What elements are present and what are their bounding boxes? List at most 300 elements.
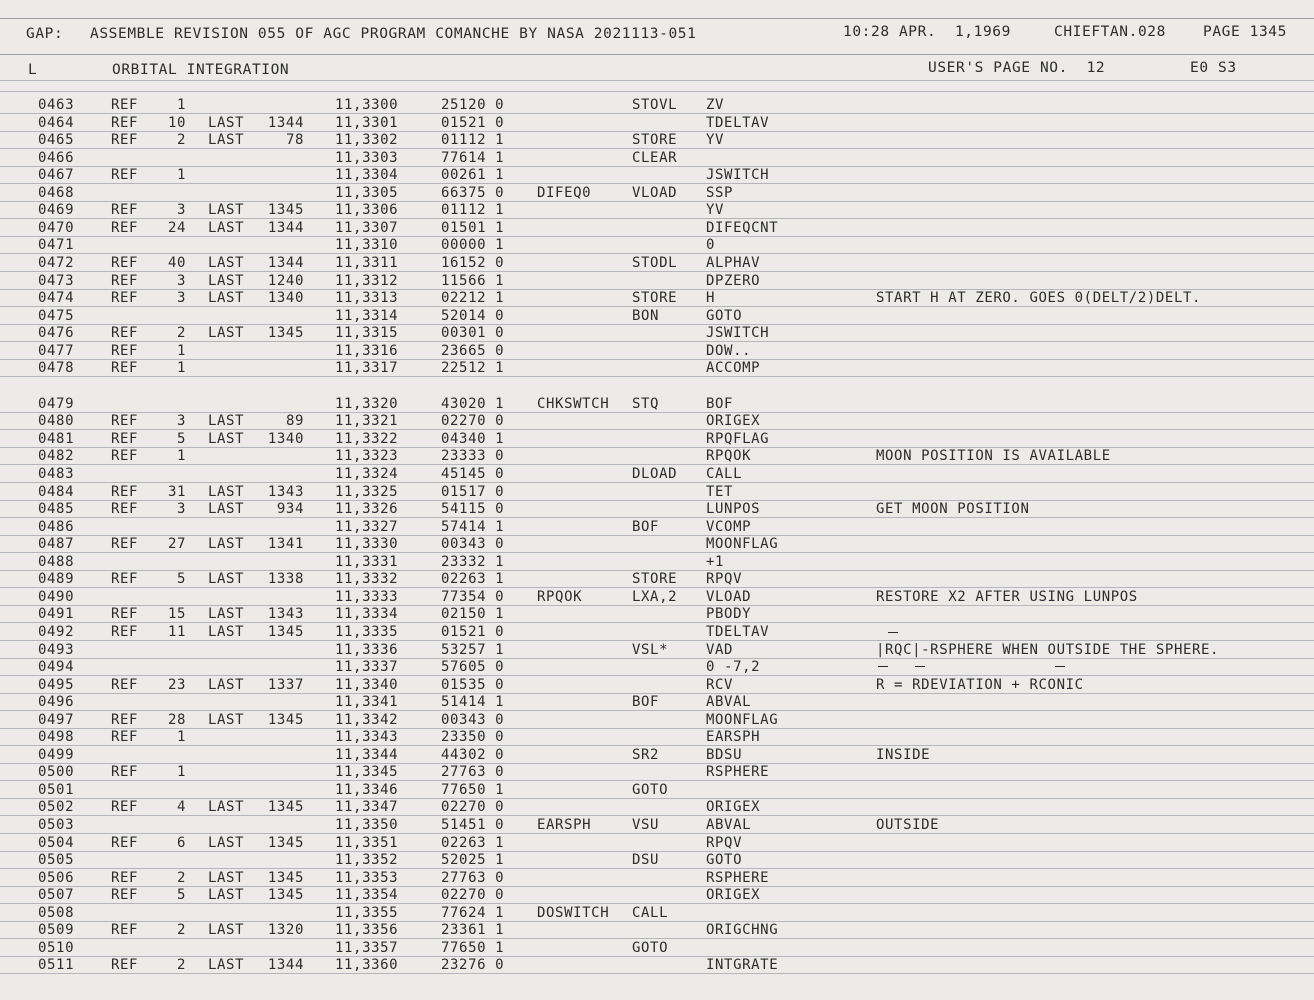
operand: EARSPH: [706, 729, 761, 746]
comment: RESTORE X2 AFTER USING LUNPOS: [876, 588, 1138, 605]
ref-label: REF: [111, 606, 139, 623]
comment: OUTSIDE: [876, 817, 940, 833]
operand: CALL: [706, 466, 743, 482]
last-label: LAST: [208, 272, 245, 289]
ref-count: 1: [176, 342, 186, 359]
operand: ACCOMP: [706, 360, 761, 377]
last-page: 1340: [267, 430, 304, 447]
address: 11,3300: [335, 97, 399, 113]
source-file: CHIEFTAN.028: [1054, 24, 1166, 40]
ref-label: REF: [111, 834, 139, 851]
octal-word: 01521 0: [441, 623, 505, 640]
operand: DOW..: [706, 342, 752, 359]
column-l-label: L: [28, 62, 38, 78]
octal-word: 02270 0: [441, 413, 505, 430]
operand: INTGRATE: [706, 957, 779, 974]
paper-rule: [0, 80, 1314, 81]
ref-count: 5: [176, 430, 186, 447]
octal-word: 23276 0: [441, 957, 505, 974]
paper-rule: [0, 324, 1314, 325]
last-label: LAST: [208, 571, 245, 588]
operand: YV: [706, 132, 725, 149]
line-number: 0486: [38, 518, 75, 535]
address: 11,3321: [335, 413, 399, 430]
operand: ABVAL: [706, 817, 752, 833]
ref-label: REF: [111, 729, 139, 746]
address: 11,3320: [335, 395, 399, 412]
address: 11,3303: [335, 149, 399, 166]
octal-word: 51451 0: [441, 817, 505, 833]
paper-rule: [0, 253, 1314, 254]
last-page: 1340: [267, 290, 304, 307]
line-number: 0468: [38, 184, 75, 201]
line-number: 0506: [38, 869, 75, 886]
address: 11,3352: [335, 852, 399, 869]
opcode: DLOAD: [632, 466, 678, 482]
address: 11,3322: [335, 430, 399, 447]
address: 11,3317: [335, 360, 399, 377]
address: 11,3316: [335, 342, 399, 359]
address: 11,3304: [335, 167, 399, 184]
last-label: LAST: [208, 202, 245, 219]
ref-label: REF: [111, 342, 139, 359]
opcode: CLEAR: [632, 149, 678, 166]
ref-count: 10: [167, 114, 186, 131]
user-page-number: USER'S PAGE NO. 12: [928, 60, 1106, 76]
opcode: LXA,2: [632, 588, 678, 605]
operand: RSPHERE: [706, 869, 770, 886]
line-number: 0511: [38, 957, 75, 974]
last-page: 1344: [267, 254, 304, 271]
symbol-label: DIFEQ0: [537, 184, 592, 201]
address: 11,3342: [335, 711, 399, 728]
operand: ORIGEX: [706, 413, 761, 430]
octal-word: 53257 1: [441, 641, 505, 658]
comment: START H AT ZERO. GOES 0(DELT/2)DELT.: [876, 290, 1202, 307]
octal-word: 00343 0: [441, 711, 505, 728]
last-label: LAST: [208, 290, 245, 307]
paper-rule: [0, 500, 1314, 501]
paper-rule: [0, 183, 1314, 184]
line-number: 0497: [38, 711, 75, 728]
address: 11,3302: [335, 132, 399, 149]
address: 11,3315: [335, 325, 399, 342]
last-label: LAST: [208, 922, 245, 939]
last-page: 1344: [267, 219, 304, 236]
gap-label: GAP:: [26, 26, 64, 42]
ref-count: 5: [176, 887, 186, 904]
octal-word: 23350 0: [441, 729, 505, 746]
octal-word: 44302 0: [441, 746, 505, 763]
last-label: LAST: [208, 711, 245, 728]
line-number: 0473: [38, 272, 75, 289]
paper-rule: [0, 517, 1314, 518]
last-page: 1345: [267, 325, 304, 342]
octal-word: 57605 0: [441, 659, 505, 676]
octal-word: 25120 0: [441, 97, 505, 113]
address: 11,3305: [335, 184, 399, 201]
opcode: GOTO: [632, 781, 669, 798]
line-number: 0485: [38, 501, 75, 518]
line-number: 0495: [38, 676, 75, 693]
ref-label: REF: [111, 272, 139, 289]
octal-word: 01521 0: [441, 114, 505, 131]
operand: DPZERO: [706, 272, 761, 289]
operand: BOF: [706, 395, 734, 412]
ref-count: 27: [167, 536, 186, 553]
octal-word: 77650 1: [441, 939, 505, 956]
line-number: 0493: [38, 641, 75, 658]
paper-rule: [0, 622, 1314, 623]
paper-rule: [0, 921, 1314, 922]
ref-label: REF: [111, 325, 139, 342]
ref-count: 3: [176, 202, 186, 219]
last-page: 934: [276, 501, 304, 518]
last-label: LAST: [208, 799, 245, 816]
ref-label: REF: [111, 114, 139, 131]
operand: VCOMP: [706, 518, 752, 535]
last-page: 1341: [267, 536, 304, 553]
operand: ORIGEX: [706, 799, 761, 816]
address: 11,3351: [335, 834, 399, 851]
operand: SSP: [706, 184, 734, 201]
ref-count: 5: [176, 571, 186, 588]
address: 11,3337: [335, 659, 399, 676]
line-number: 0509: [38, 922, 75, 939]
octal-word: 02263 1: [441, 571, 505, 588]
paper-rule: [0, 710, 1314, 711]
last-label: LAST: [208, 430, 245, 447]
operand: 0: [706, 237, 716, 254]
address: 11,3334: [335, 606, 399, 623]
page-number: PAGE 1345: [1203, 24, 1287, 40]
address: 11,3323: [335, 448, 399, 465]
line-number: 0487: [38, 536, 75, 553]
paper-rule: [0, 54, 1314, 55]
ref-count: 3: [176, 272, 186, 289]
line-number: 0472: [38, 254, 75, 271]
octal-word: 11566 1: [441, 272, 505, 289]
last-page: 1345: [267, 887, 304, 904]
operand: ORIGEX: [706, 887, 761, 904]
ref-label: REF: [111, 799, 139, 816]
operand: 0 -7,2: [706, 659, 761, 676]
last-page: 1345: [267, 869, 304, 886]
line-number: 0496: [38, 694, 75, 711]
address: 11,3344: [335, 746, 399, 763]
paper-rule: [0, 658, 1314, 659]
octal-word: 23665 0: [441, 342, 505, 359]
paper-rule: [0, 271, 1314, 272]
last-page: 1344: [267, 114, 304, 131]
page-code: E0 S3: [1190, 60, 1237, 76]
ref-label: REF: [111, 676, 139, 693]
operand: RPQFLAG: [706, 430, 770, 447]
print-mark: [878, 666, 888, 667]
paper-rule: [0, 903, 1314, 904]
ref-label: REF: [111, 764, 139, 781]
operand: MOONFLAG: [706, 536, 779, 553]
comment: GET MOON POSITION: [876, 501, 1030, 518]
opcode: STORE: [632, 571, 678, 588]
line-number: 0505: [38, 852, 75, 869]
ref-label: REF: [111, 623, 139, 640]
last-label: LAST: [208, 676, 245, 693]
line-number: 0474: [38, 290, 75, 307]
assembly-title: ASSEMBLE REVISION 055 OF AGC PROGRAM COMANCHE BY NASA 2021113-051: [90, 26, 697, 42]
last-label: LAST: [208, 623, 245, 640]
octal-word: 23361 1: [441, 922, 505, 939]
last-label: LAST: [208, 887, 245, 904]
line-number: 0483: [38, 466, 75, 482]
address: 11,3356: [335, 922, 399, 939]
ref-count: 1: [176, 97, 186, 113]
octal-word: 66375 0: [441, 184, 505, 201]
paper-rule: [0, 429, 1314, 430]
address: 11,3330: [335, 536, 399, 553]
octal-word: 27763 0: [441, 869, 505, 886]
ref-count: 2: [176, 922, 186, 939]
line-number: 0502: [38, 799, 75, 816]
opcode: VSU: [632, 817, 660, 833]
last-page: 1337: [267, 676, 304, 693]
paper-rule: [0, 780, 1314, 781]
last-label: LAST: [208, 606, 245, 623]
last-label: LAST: [208, 501, 245, 518]
ref-label: REF: [111, 97, 139, 113]
line-number: 0490: [38, 588, 75, 605]
operand: BDSU: [706, 746, 743, 763]
address: 11,3325: [335, 483, 399, 500]
address: 11,3301: [335, 114, 399, 131]
octal-word: 16152 0: [441, 254, 505, 271]
address: 11,3360: [335, 957, 399, 974]
address: 11,3341: [335, 694, 399, 711]
paper-rule: [0, 745, 1314, 746]
line-number: 0507: [38, 887, 75, 904]
operand: GOTO: [706, 852, 743, 869]
last-label: LAST: [208, 325, 245, 342]
ref-count: 2: [176, 869, 186, 886]
octal-word: 00000 1: [441, 237, 505, 254]
opcode: STOVL: [632, 97, 678, 113]
last-page: 1345: [267, 623, 304, 640]
ref-count: 23: [167, 676, 186, 693]
line-number: 0484: [38, 483, 75, 500]
ref-count: 1: [176, 729, 186, 746]
ref-count: 6: [176, 834, 186, 851]
line-number: 0508: [38, 904, 75, 921]
octal-word: 00301 0: [441, 325, 505, 342]
octal-word: 77614 1: [441, 149, 505, 166]
octal-word: 02263 1: [441, 834, 505, 851]
octal-word: 04340 1: [441, 430, 505, 447]
line-number: 0500: [38, 764, 75, 781]
address: 11,3314: [335, 307, 399, 324]
paper-rule: [0, 833, 1314, 834]
line-number: 0480: [38, 413, 75, 430]
line-number: 0471: [38, 237, 75, 254]
paper-rule: [0, 605, 1314, 606]
address: 11,3306: [335, 202, 399, 219]
address: 11,3350: [335, 817, 399, 833]
ref-count: 28: [167, 711, 186, 728]
octal-word: 45145 0: [441, 466, 505, 482]
last-page: 1345: [267, 202, 304, 219]
opcode: DSU: [632, 852, 660, 869]
operand: VLOAD: [706, 588, 752, 605]
ref-count: 2: [176, 325, 186, 342]
operand: YV: [706, 202, 725, 219]
opcode: STORE: [632, 132, 678, 149]
address: 11,3343: [335, 729, 399, 746]
print-mark: [888, 632, 898, 633]
octal-word: 22512 1: [441, 360, 505, 377]
ref-count: 3: [176, 501, 186, 518]
address: 11,3324: [335, 466, 399, 482]
paper-rule: [0, 91, 1314, 92]
paper-rule: [0, 763, 1314, 764]
ref-label: REF: [111, 483, 139, 500]
opcode: VSL*: [632, 641, 669, 658]
last-label: LAST: [208, 483, 245, 500]
comment: MOON POSITION IS AVAILABLE: [876, 448, 1111, 465]
octal-word: 57414 1: [441, 518, 505, 535]
paper-rule: [0, 148, 1314, 149]
address: 11,3313: [335, 290, 399, 307]
octal-word: 77650 1: [441, 781, 505, 798]
paper-rule: [0, 886, 1314, 887]
address: 11,3326: [335, 501, 399, 518]
operand: ABVAL: [706, 694, 752, 711]
last-page: 1338: [267, 571, 304, 588]
operand: RSPHERE: [706, 764, 770, 781]
line-number: 0477: [38, 342, 75, 359]
last-page: 78: [285, 132, 304, 149]
ref-count: 1: [176, 448, 186, 465]
address: 11,3340: [335, 676, 399, 693]
octal-word: 00343 0: [441, 536, 505, 553]
address: 11,3336: [335, 641, 399, 658]
address: 11,3335: [335, 623, 399, 640]
octal-word: 77624 1: [441, 904, 505, 921]
octal-word: 54115 0: [441, 501, 505, 518]
line-number: 0465: [38, 132, 75, 149]
paper-rule: [0, 938, 1314, 939]
ref-count: 1: [176, 764, 186, 781]
last-page: 1240: [267, 272, 304, 289]
ref-label: REF: [111, 536, 139, 553]
octal-word: 01535 0: [441, 676, 505, 693]
address: 11,3357: [335, 939, 399, 956]
line-number: 0481: [38, 430, 75, 447]
operand: RCV: [706, 676, 734, 693]
octal-word: 02270 0: [441, 887, 505, 904]
paper-rule: [0, 236, 1314, 237]
line-number: 0489: [38, 571, 75, 588]
symbol-label: EARSPH: [537, 817, 592, 833]
last-page: 1345: [267, 834, 304, 851]
ref-count: 40: [167, 254, 186, 271]
operand: VAD: [706, 641, 734, 658]
octal-word: 51414 1: [441, 694, 505, 711]
symbol-label: RPQOK: [537, 588, 583, 605]
paper-rule: [0, 535, 1314, 536]
line-number: 0478: [38, 360, 75, 377]
octal-word: 43020 1: [441, 395, 505, 412]
last-page: 1344: [267, 957, 304, 974]
operand: MOONFLAG: [706, 711, 779, 728]
ref-count: 4: [176, 799, 186, 816]
ref-count: 2: [176, 132, 186, 149]
ref-label: REF: [111, 219, 139, 236]
line-number: 0476: [38, 325, 75, 342]
ref-count: 31: [167, 483, 186, 500]
line-number: 0503: [38, 817, 75, 833]
ref-label: REF: [111, 254, 139, 271]
operand: ORIGCHNG: [706, 922, 779, 939]
last-page: 89: [285, 413, 304, 430]
operand: TDELTAV: [706, 623, 770, 640]
line-number: 0492: [38, 623, 75, 640]
operand: PBODY: [706, 606, 752, 623]
paper-rule: [0, 482, 1314, 483]
opcode: BOF: [632, 694, 660, 711]
octal-word: 02150 1: [441, 606, 505, 623]
last-label: LAST: [208, 536, 245, 553]
octal-word: 00261 1: [441, 167, 505, 184]
ref-count: 15: [167, 606, 186, 623]
octal-word: 52025 1: [441, 852, 505, 869]
paper-rule: [0, 359, 1314, 360]
operand: H: [706, 290, 716, 307]
ref-label: REF: [111, 869, 139, 886]
ref-label: REF: [111, 413, 139, 430]
paper-rule: [0, 218, 1314, 219]
paper-rule: [0, 166, 1314, 167]
opcode: VLOAD: [632, 184, 678, 201]
paper-rule: [0, 956, 1314, 957]
ref-label: REF: [111, 501, 139, 518]
line-number: 0510: [38, 939, 75, 956]
line-number: 0464: [38, 114, 75, 131]
paper-rule: [0, 18, 1314, 19]
opcode: STQ: [632, 395, 660, 412]
paper-rule: [0, 728, 1314, 729]
paper-rule: [0, 201, 1314, 202]
comment: INSIDE: [876, 746, 931, 763]
line-number: 0470: [38, 219, 75, 236]
paper-rule: [0, 675, 1314, 676]
symbol-label: DOSWITCH: [537, 904, 610, 921]
address: 11,3347: [335, 799, 399, 816]
octal-word: 27763 0: [441, 764, 505, 781]
ref-label: REF: [111, 132, 139, 149]
line-number: 0466: [38, 149, 75, 166]
print-mark: [1055, 666, 1065, 667]
ref-label: REF: [111, 957, 139, 974]
address: 11,3353: [335, 869, 399, 886]
ref-label: REF: [111, 290, 139, 307]
operand: JSWITCH: [706, 325, 770, 342]
paper-rule: [0, 587, 1314, 588]
operand: LUNPOS: [706, 501, 761, 518]
comment: R = RDEVIATION + RCONIC: [876, 676, 1084, 693]
operand: RPQV: [706, 571, 743, 588]
line-number: 0463: [38, 97, 75, 113]
paper-rule: [0, 113, 1314, 114]
opcode: BON: [632, 307, 660, 324]
